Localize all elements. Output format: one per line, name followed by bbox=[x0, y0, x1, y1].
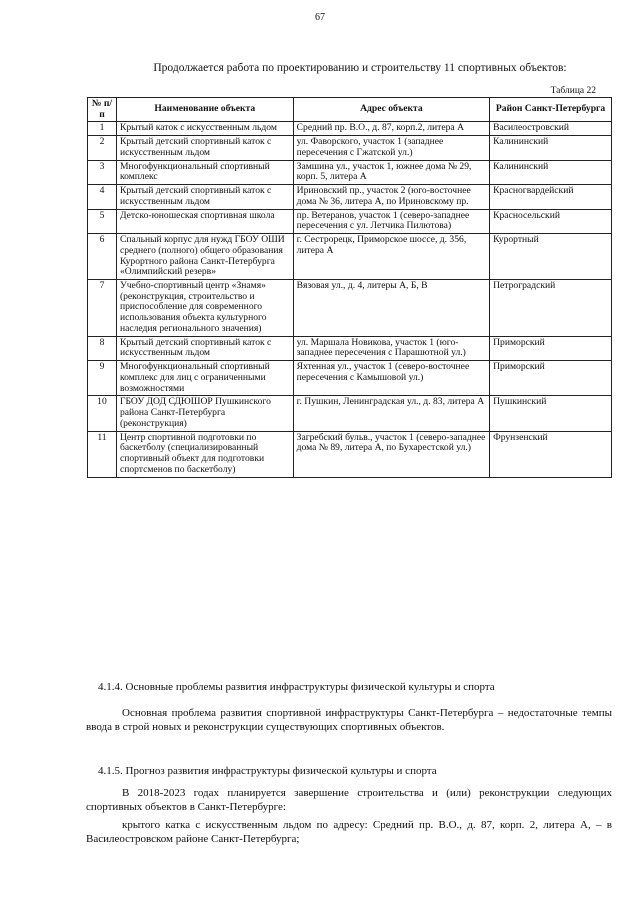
table-row bbox=[88, 160, 612, 184]
sports-objects-table bbox=[87, 97, 612, 478]
table-row bbox=[88, 185, 612, 209]
row-district: Красногвардейский bbox=[490, 185, 612, 209]
table-header-row bbox=[88, 98, 612, 122]
row-number: 1 bbox=[88, 122, 117, 136]
table-label: Таблица 22 bbox=[550, 86, 596, 96]
header-district: Район Санкт-Петербурга bbox=[490, 98, 612, 122]
row-object-name: ГБОУ ДОД СДЮШОР Пушкинского района Санкт-Петербурга (реконструкция) bbox=[116, 396, 293, 431]
row-district: Фрунзенский bbox=[490, 431, 612, 477]
table-row bbox=[88, 336, 612, 360]
row-number: 4 bbox=[88, 185, 117, 209]
table-row bbox=[88, 209, 612, 233]
row-district: Приморский bbox=[490, 361, 612, 396]
table-row bbox=[88, 280, 612, 337]
row-object-name: Крытый детский спортивный каток с искусственным льдом bbox=[116, 185, 293, 209]
row-address: г. Пушкин, Ленинградская ул., д. 83, литера А bbox=[293, 396, 489, 431]
row-object-name: Многофункциональный спортивный комплекс для лиц с ограниченными возможностями bbox=[116, 361, 293, 396]
header-number: № п/п bbox=[88, 98, 117, 122]
row-address: ул. Фаворского, участок 1 (западнее пересечения с Гжатской ул.) bbox=[293, 136, 489, 160]
header-address: Адрес объекта bbox=[293, 98, 489, 122]
table-row bbox=[88, 361, 612, 396]
row-address: пр. Ветеранов, участок 1 (северо-западнее пересечения с ул. Летчика Пилютова) bbox=[293, 209, 489, 233]
row-address: Средний пр. В.О., д. 87, корп.2, литера А bbox=[293, 122, 489, 136]
row-address: Замшина ул., участок 1, южнее дома № 29, корп. 5, литера А bbox=[293, 160, 489, 184]
row-number: 8 bbox=[88, 336, 117, 360]
row-number: 6 bbox=[88, 234, 117, 280]
row-object-name: Крытый детский спортивный каток с искусственным льдом bbox=[116, 136, 293, 160]
row-district: Василеостровский bbox=[490, 122, 612, 136]
row-district: Калининский bbox=[490, 160, 612, 184]
table-row bbox=[88, 234, 612, 280]
section-heading-problems: 4.1.4. Основные проблемы развития инфраструктуры физической культуры и спорта bbox=[98, 681, 495, 693]
intro-text: Продолжается работа по проектированию и строительству 11 спортивных объектов: bbox=[153, 62, 567, 74]
table-row bbox=[88, 136, 612, 160]
row-number: 11 bbox=[88, 431, 117, 477]
row-district: Красносельский bbox=[490, 209, 612, 233]
row-district: Приморский bbox=[490, 336, 612, 360]
row-address: ул. Маршала Новикова, участок 1 (юго-западнее пересечения с Парашютной ул.) bbox=[293, 336, 489, 360]
row-address: Вязовая ул., д. 4, литеры А, Б, В bbox=[293, 280, 489, 337]
paragraph-forecast-intro: В 2018-2023 годах планируется завершение строительства и (или) реконструкции следующих спортивных объектов в Санкт-Петербурге: bbox=[86, 787, 612, 814]
table-row bbox=[88, 396, 612, 431]
row-object-name: Крытый детский спортивный каток с искусственным льдом bbox=[116, 336, 293, 360]
row-district: Пушкинский bbox=[490, 396, 612, 431]
row-object-name: Многофункциональный спортивный комплекс bbox=[116, 160, 293, 184]
row-object-name: Учебно-спортивный центр «Знамя» (реконструкция, строительство и приспособление для современного использования объекта культурного наследия регионального значения) bbox=[116, 280, 293, 337]
row-number: 7 bbox=[88, 280, 117, 337]
section-heading-forecast: 4.1.5. Прогноз развития инфраструктуры физической культуры и спорта bbox=[98, 765, 437, 777]
paragraph-problems: Основная проблема развития спортивной инфраструктуры Санкт-Петербурга – недостаточные темпы ввода в строй новых и реконструкции существующих спортивных объектов. bbox=[86, 707, 612, 734]
page-number: 67 bbox=[315, 12, 325, 23]
row-object-name: Детско-юношеская спортивная школа bbox=[116, 209, 293, 233]
row-number: 2 bbox=[88, 136, 117, 160]
row-object-name: Спальный корпус для нужд ГБОУ ОШИ среднего (полного) общего образования Курортного района Санкт-Петербурга «Олимпийский резерв» bbox=[116, 234, 293, 280]
row-number: 5 bbox=[88, 209, 117, 233]
header-object-name: Наименование объекта bbox=[116, 98, 293, 122]
row-district: Петроградский bbox=[490, 280, 612, 337]
paragraph-forecast-item: крытого катка с искусственным льдом по адресу: Средний пр. В.О., д. 87, корп. 2, литера А, – в Василеостровском районе Санкт-Петербурга; bbox=[86, 819, 612, 846]
row-number: 10 bbox=[88, 396, 117, 431]
row-district: Курортный bbox=[490, 234, 612, 280]
row-address: Яхтенная ул., участок 1 (северо-восточнее пересечения с Камышовой ул.) bbox=[293, 361, 489, 396]
row-address: г. Сестрорецк, Приморское шоссе, д. 356, литера А bbox=[293, 234, 489, 280]
row-number: 9 bbox=[88, 361, 117, 396]
row-address: Загребский бульв., участок 1 (северо-западнее дома № 89, литера А, по Бухарестской ул.) bbox=[293, 431, 489, 477]
row-address: Ириновский пр., участок 2 (юго-восточнее дома № 36, литера А, по Ириновскому пр. bbox=[293, 185, 489, 209]
row-object-name: Крытый каток с искусственным льдом bbox=[116, 122, 293, 136]
row-number: 3 bbox=[88, 160, 117, 184]
table-row bbox=[88, 122, 612, 136]
row-object-name: Центр спортивной подготовки по баскетболу (специализированный спортивный объект для подготовки спортсменов по баскетболу) bbox=[116, 431, 293, 477]
row-district: Калининский bbox=[490, 136, 612, 160]
table-row bbox=[88, 431, 612, 477]
